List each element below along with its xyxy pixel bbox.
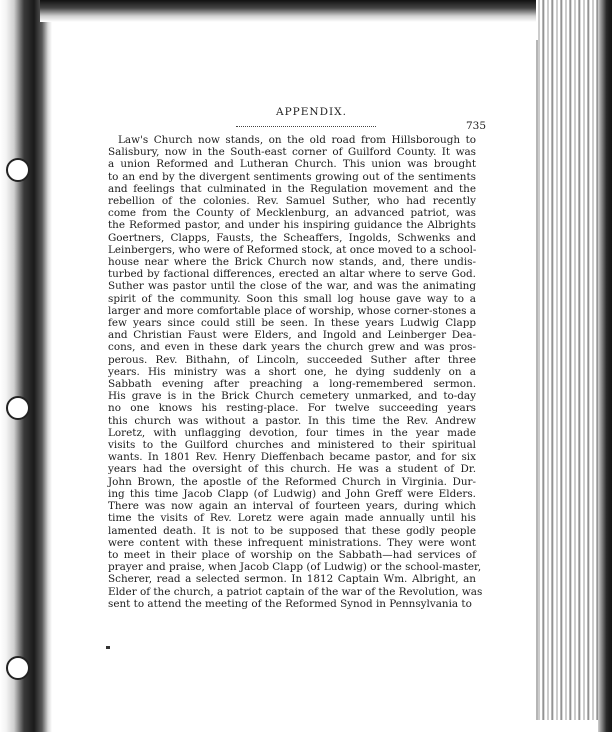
text-line: a union Reformed and Lutheran Church. This union was brought: [108, 158, 476, 171]
text-line: ing this time Jacob Clapp (of Ludwig) and John Greff were Elders.: [108, 487, 476, 500]
text-line: Leinbergers, who were of Reformed stock, at once moved to a school-: [108, 243, 477, 256]
text-line: sent to attend the meeting of the Reformed Synod in Pennsylvania to: [108, 597, 472, 610]
page-edges-bottom: [536, 720, 598, 732]
text-line: few years since could still be seen. In these years Ludwig Clapp: [108, 317, 476, 330]
running-title: APPENDIX.: [276, 106, 347, 118]
top-scan-shadow: [40, 0, 612, 22]
header-rule: [236, 126, 376, 127]
text-line: lamented death. It is not to be supposed that these godly people: [108, 524, 476, 537]
text-line: turbed by factional differences, erected an altar where to serve God.: [108, 268, 476, 281]
text-line: cons, and even in these dark years the church grew and was pros-: [108, 341, 476, 354]
text-line: Sabbath evening after preaching a long-remembered sermon.: [108, 378, 476, 391]
text-line: Law's Church now stands, on the old road from Hillsborough to: [118, 134, 476, 146]
text-line: Goertners, Clapps, Fausts, the Scheaffers, Ingolds, Schwenks and: [108, 231, 476, 244]
page-edges-shadow: [598, 0, 612, 732]
text-line: Scherer, read a selected sermon. In 1812 Captain Wm. Albright, an: [108, 573, 476, 586]
text-line: There was now again an interval of fourteen years, during which: [108, 500, 476, 513]
margin-mark: [106, 646, 110, 649]
book-binding-shadow: [0, 0, 52, 732]
text-line: and feelings that culminated in the Regulation movement and the: [108, 182, 476, 195]
text-line: were content with these infrequent ministrations. They were wont: [108, 536, 476, 549]
text-line: Elder of the church, a patriot captain of the war of the Revolution, was: [108, 585, 483, 598]
text-line: perous. Rev. Bithahn, of Lincoln, succeeded Suther after three: [108, 353, 476, 366]
page-border: [536, 40, 538, 720]
text-line: Salisbury, now in the South-east corner of Guilford County. It was: [108, 146, 476, 159]
text-line: this church was without a pastor. In this time the Rev. Andrew: [108, 414, 476, 427]
text-line: years had the oversight of this church. He was a student of Dr.: [108, 463, 476, 476]
running-head: [108, 106, 486, 132]
text-line: Loretz, with unflagging devotion, four times in the year made: [108, 426, 476, 439]
text-line: larger and more comfortable place of worship, whose corner-stones a: [108, 304, 476, 317]
text-line: years. His ministry was a short one, he dying suddenly on a: [108, 365, 476, 378]
text-line: to meet in their place of worship on the Sabbath—had services of: [108, 548, 476, 561]
punch-hole: [6, 656, 30, 680]
text-line: Suther was pastor until the close of the war, and was the animating: [108, 280, 476, 293]
text-line: house near where the Brick Church now stands, and, there undis-: [108, 256, 476, 269]
text-line: come from the County of Mecklenburg, an advanced patriot, was: [108, 207, 476, 220]
text-line: rebellion of the colonies. Rev. Samuel Suther, who had recently: [108, 195, 476, 208]
text-line: prayer and praise, when Jacob Clapp (of Ludwig) or the school-master,: [108, 561, 482, 574]
text-line: to an end by the divergent sentiments growing out of the sentiments: [108, 170, 476, 183]
punch-hole: [6, 158, 30, 182]
text-line: no one knows his resting-place. For twelve succeeding years: [108, 402, 476, 415]
body-text: [108, 134, 483, 610]
page-content: [108, 106, 486, 610]
text-line: His grave is in the Brick Church cemetery unmarked, and to-day: [108, 390, 476, 403]
text-line: and Christian Faust were Elders, and Ingold and Leinberger Dea-: [108, 329, 476, 342]
text-line: spirit of the community. Soon this small log house gave way to a: [108, 292, 476, 305]
text-line: the Reformed pastor, and under his inspiring guidance the Albrights: [108, 219, 476, 232]
punch-hole: [6, 396, 30, 420]
text-line: John Brown, the apostle of the Reformed Church in Virginia. Dur-: [108, 475, 476, 488]
page-number: 735: [465, 120, 486, 132]
text-line: visits to the Guilford churches and ministered to their spiritual: [108, 439, 476, 452]
text-line: wants. In 1801 Rev. Henry Dieffenbach became pastor, and for six: [108, 451, 476, 464]
text-line: time the visits of Rev. Loretz were again made annually until his: [108, 512, 476, 525]
